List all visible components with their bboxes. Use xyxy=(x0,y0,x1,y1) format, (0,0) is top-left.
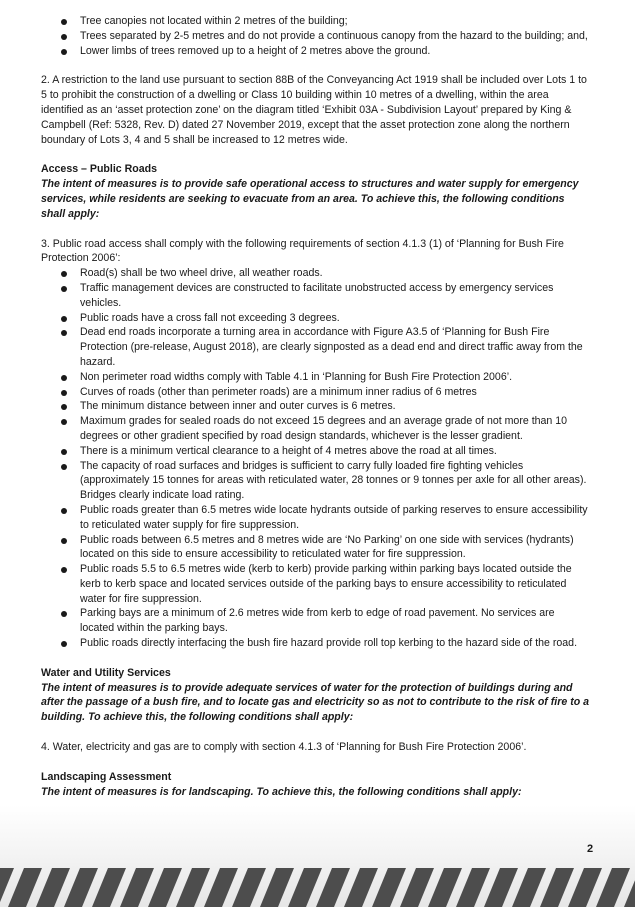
list-item: The minimum distance between inner and outer curves is 6 metres. xyxy=(41,399,591,414)
list-item: The capacity of road surfaces and bridges is sufficient to carry fully loaded fire fighting vehicles (approximately 15 tonnes for areas with reticulated water, 28 tonnes or 9 tonnes per axle for all other areas). Bridges clearly indicate load rating. xyxy=(41,459,591,503)
paragraph-2: 2. A restriction to the land use pursuant to section 88B of the Conveyancing Act 1919 shall be included over Lots 1 to 5 to prohibit the construction of a dwelling or Class 10 building within 10 metres of a dwelling, within the area identified as an ‘asset protection zone’ on the diagram titled ‘Exhibit 03A - Subdivision Layout’ prepared by King & Campbell (Ref: 5328, Rev. D) dated 27 November 2019, except that the asset protection zone along the northern boundary of Lots 3, 4 and 5 shall be increased to 12 metres wide. xyxy=(41,74,587,146)
list-item: Road(s) shall be two wheel drive, all weather roads. xyxy=(41,266,591,281)
list-item: Public roads greater than 6.5 metres wide locate hydrants outside of parking reserves to ensure accessibility to reticulated water supply for fire suppression. xyxy=(41,503,591,533)
list-item: Curves of roads (other than perimeter roads) are a minimum inner radius of 6 metres xyxy=(41,385,591,400)
list-item: Tree canopies not located within 2 metres of the building; xyxy=(41,14,591,29)
landscaping-intent: The intent of measures is for landscaping. To achieve this, the following conditions shall apply: xyxy=(41,785,522,798)
water-intent: The intent of measures is to provide adequate services of water for the protection of buildings during and after the passage of a bush fire, and to locate gas and electricity so as not to contribute to the risk of fire to a building. To achieve this, the following conditions shall apply: xyxy=(41,681,590,724)
tree-bullet-list xyxy=(41,14,591,58)
paragraph-4: 4. Water, electricity and gas are to comply with section 4.1.3 of ‘Planning for Bush Fire Protection 2006’. xyxy=(41,741,527,754)
document-body xyxy=(41,0,591,799)
list-item: Lower limbs of trees removed up to a height of 2 metres above the ground. xyxy=(41,44,591,59)
list-item: Maximum grades for sealed roads do not exceed 15 degrees and an average grade of not more than 10 degrees or other gradient specified by road design standards, whichever is the lesser gradient. xyxy=(41,414,591,444)
list-item: Dead end roads incorporate a turning area in accordance with Figure A3.5 of ‘Planning for Bush Fire Protection (pre-release, August 2018), are clearly signposted as a dead end and direct traffic away from the hazard. xyxy=(41,325,591,369)
road-requirements-list xyxy=(41,266,591,651)
list-item: Public roads directly interfacing the bush fire hazard provide roll top kerbing to the hazard side of the road. xyxy=(41,636,591,651)
paragraph-3: 3. Public road access shall comply with the following requirements of section 4.1.3 (1) of ‘Planning for Bush Fire Protection 2006’: xyxy=(41,237,564,265)
list-item: There is a minimum vertical clearance to a height of 4 metres above the road at all times. xyxy=(41,444,591,459)
list-item: Public roads 5.5 to 6.5 metres wide (kerb to kerb) provide parking within parking bays located outside the kerb to kerb space and located services outside of the parking bays to ensure accessibility to reticulated water for fire suppression. xyxy=(41,562,591,606)
list-item: Public roads between 6.5 metres and 8 metres wide are ‘No Parking’ on one side with services (hydrants) located on this side to ensure accessibility to reticulated water for fire suppression. xyxy=(41,533,591,563)
page-number: 2 xyxy=(587,843,594,855)
list-item: Traffic management devices are constructed to facilitate unobstructed access by emergency services vehicles. xyxy=(41,281,591,311)
list-item: Parking bays are a minimum of 2.6 metres wide from kerb to edge of road pavement. No services are located within the parking bays. xyxy=(41,606,591,636)
section-heading-access: Access – Public Roads xyxy=(41,163,157,176)
list-item: Trees separated by 2-5 metres and do not provide a continuous canopy from the hazard to the building; and, xyxy=(41,29,591,44)
section-heading-water: Water and Utility Services xyxy=(41,666,171,679)
section-heading-landscaping: Landscaping Assessment xyxy=(41,770,172,783)
list-item: Public roads have a cross fall not exceeding 3 degrees. xyxy=(41,311,591,326)
hazard-stripe-decoration xyxy=(0,858,635,907)
access-intent: The intent of measures is to provide safe operational access to structures and water supply for emergency services, while residents are seeking to evacuate from an area. To achieve this, the following conditions shall apply: xyxy=(41,178,579,220)
list-item: Non perimeter road widths comply with Table 4.1 in ‘Planning for Bush Fire Protection 2006’. xyxy=(41,370,591,385)
